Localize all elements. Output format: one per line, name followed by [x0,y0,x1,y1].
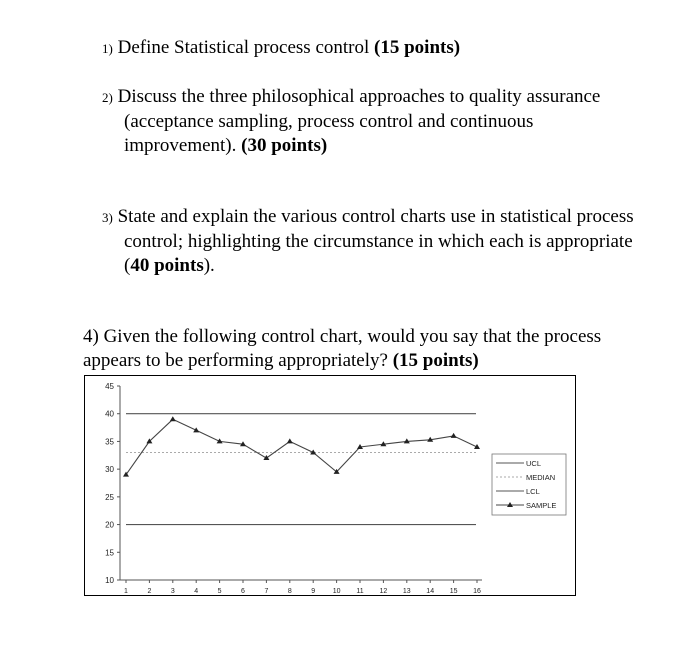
y-tick-label: 15 [105,548,114,558]
question-1-text: Define Statistical process control [117,37,375,58]
y-tick-label: 30 [105,465,114,475]
y-tick-label: 40 [105,409,114,419]
control-chart-svg [84,375,576,596]
y-tick-label: 10 [105,576,114,585]
question-1-number: 1) [102,41,113,56]
question-2 [102,85,622,158]
x-tick-label: 7 [264,588,269,595]
question-3-points: 40 points [130,255,204,276]
x-tick-label: 5 [217,588,222,595]
x-tick-label: 1 [124,588,128,595]
x-tick-label: 4 [194,588,199,595]
y-tick-label: 20 [105,520,114,530]
y-tick-label: 45 [105,382,114,391]
x-tick-label: 16 [473,588,481,595]
legend-label-sample: SAMPLE [526,501,557,510]
question-2-text: Discuss the three philosophical approaches to quality assurance (acceptance sampling, process control and continuous improvement). [117,86,601,156]
question-3-text-end: ). [203,255,215,276]
question-4-number: 4) [83,326,99,347]
x-tick-label: 12 [379,588,388,595]
question-4-text: Given the following control chart, would you say that the process appears to be performing appropriately? [83,326,602,371]
question-1 [102,36,460,61]
legend-label-median: MEDIAN [526,473,556,482]
legend-label-ucl: UCL [526,459,542,468]
x-tick-label: 14 [426,588,435,595]
legend-label-lcl: LCL [526,487,540,496]
x-tick-label: 3 [170,588,175,595]
chart-legend [492,454,566,515]
x-tick-label: 11 [356,588,364,595]
question-1-points: (15 points) [374,37,461,58]
question-4-points: (15 points) [392,350,479,371]
x-tick-label: 9 [311,588,316,595]
x-tick-label: 13 [402,588,411,595]
x-tick-label: 15 [449,588,458,595]
x-tick-label: 2 [147,588,152,595]
question-2-number: 2) [102,90,113,105]
question-2-points: (30 points) [241,135,328,156]
x-tick-label: 6 [241,588,245,595]
question-3-text: State and explain the various control charts use in statistical process control; highlighting the circumstance in which each is appropriate ( [117,206,634,276]
control-chart [84,375,576,596]
y-tick-label: 35 [105,437,114,447]
question-3 [102,205,642,278]
x-tick-label: 8 [287,588,292,595]
question-3-number: 3) [102,210,113,225]
y-tick-label: 25 [105,492,114,502]
x-tick-label: 10 [332,588,341,595]
question-4 [83,325,643,373]
